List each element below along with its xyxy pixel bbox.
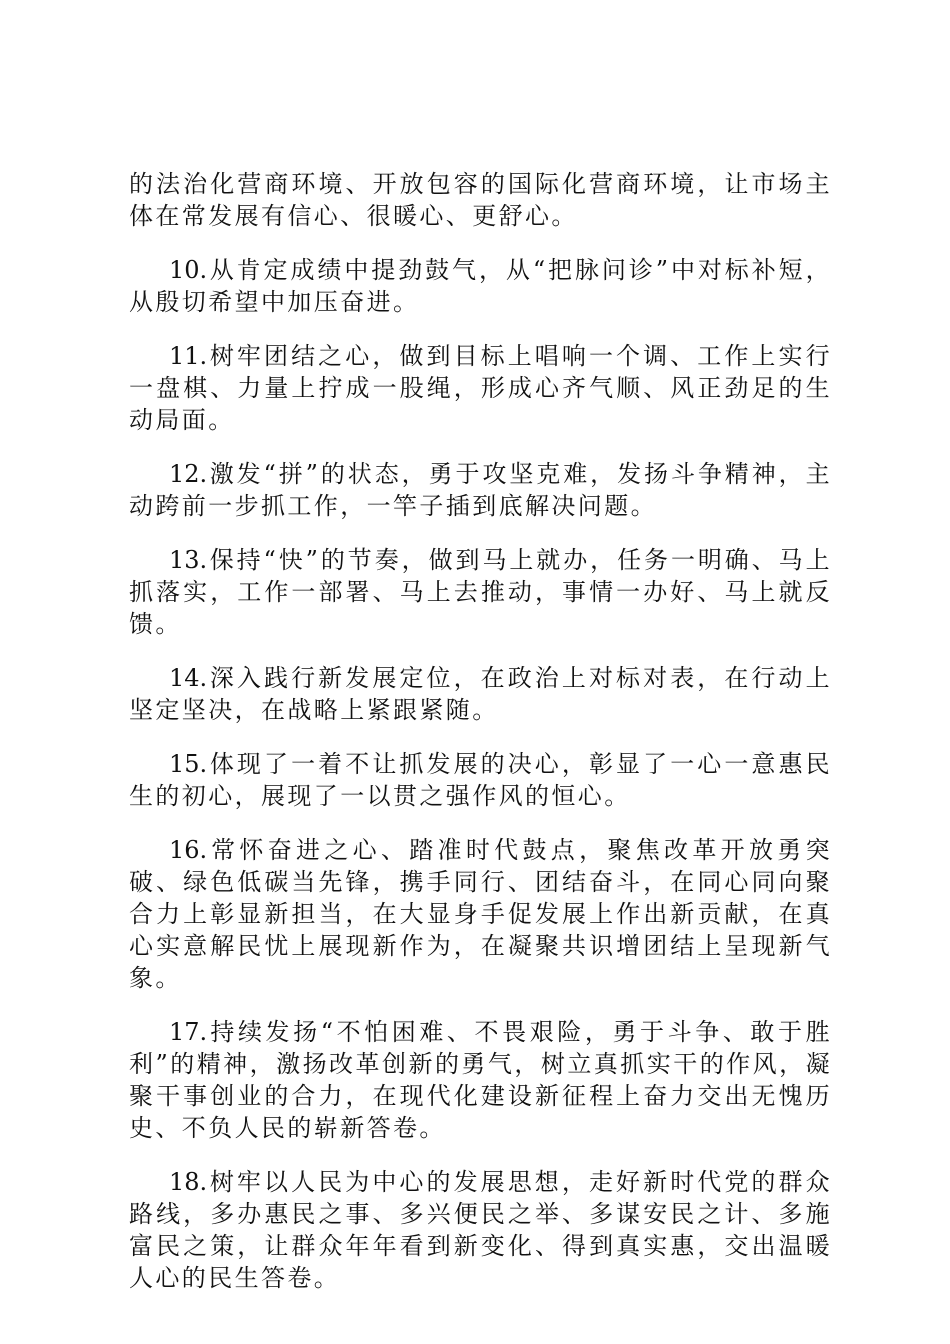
paragraph-number: 12. [169,460,208,488]
document-page [129,168,832,1316]
paragraph-17 [129,1016,832,1144]
paragraph-text: 体现了一着不让抓发展的决心，彰显了一心一意惠民生的初心，展现了一以贯之强作风的恒心。 [129,750,832,810]
paragraph-text: 从肯定成绩中提劲鼓气，从“把脉问诊”中对标补短，从殷切希望中加压奋进。 [129,256,832,316]
paragraph-16 [129,834,832,994]
paragraph-text: 深入践行新发展定位，在政治上对标对表，在行动上坚定坚决，在战略上紧跟紧随。 [129,664,832,724]
paragraph-number: 16. [169,836,208,864]
paragraph-text: 持续发扬“不怕困难、不畏艰险，勇于斗争、敢于胜利”的精神，激扬改革创新的勇气，树立真抓实干的作风，凝聚干事创业的合力，在现代化建设新征程上奋力交出无愧历史、不负人民的崭新答卷。 [129,1018,832,1142]
paragraph-number: 11. [169,342,208,370]
paragraph-text: 树牢以人民为中心的发展思想，走好新时代党的群众路线，多办惠民之事、多兴便民之举、多谋安民之计、多施富民之策，让群众年年看到新变化、得到真实惠，交出温暖人心的民生答卷。 [129,1168,832,1292]
paragraph-18 [129,1166,832,1294]
paragraph-number: 13. [169,546,208,574]
paragraph-12 [129,458,832,522]
paragraph-14 [129,662,832,726]
paragraph-number: 14. [169,664,208,692]
paragraph-text: 树牢团结之心，做到目标上唱响一个调、工作上实行一盘棋、力量上拧成一股绳，形成心齐气顺、风正劲足的生动局面。 [129,342,832,434]
paragraph-text: 的法治化营商环境、开放包容的国际化营商环境，让市场主体在常发展有信心、很暖心、更舒心。 [129,170,832,230]
paragraph-11 [129,340,832,436]
paragraph-13 [129,544,832,640]
paragraph-number: 15. [169,750,208,778]
paragraph-text: 保持“快”的节奏，做到马上就办，任务一明确、马上抓落实，工作一部署、马上去推动，事情一办好、马上就反馈。 [129,546,832,638]
paragraph-continued [129,168,832,232]
paragraph-number: 17. [169,1018,208,1046]
paragraph-text: 常怀奋进之心、踏准时代鼓点，聚焦改革开放勇突破、绿色低碳当先锋，携手同行、团结奋斗，在同心同向聚合力上彰显新担当，在大显身手促发展上作出新贡献，在真心实意解民忧上展现新作为，在凝聚共识增团结上呈现新气象。 [129,836,832,992]
paragraph-15 [129,748,832,812]
paragraph-number: 18. [169,1168,208,1196]
paragraph-10 [129,254,832,318]
paragraph-text: 激发“拼”的状态，勇于攻坚克难，发扬斗争精神，主动跨前一步抓工作，一竿子插到底解决问题。 [129,460,832,520]
paragraph-number: 10. [169,256,208,284]
